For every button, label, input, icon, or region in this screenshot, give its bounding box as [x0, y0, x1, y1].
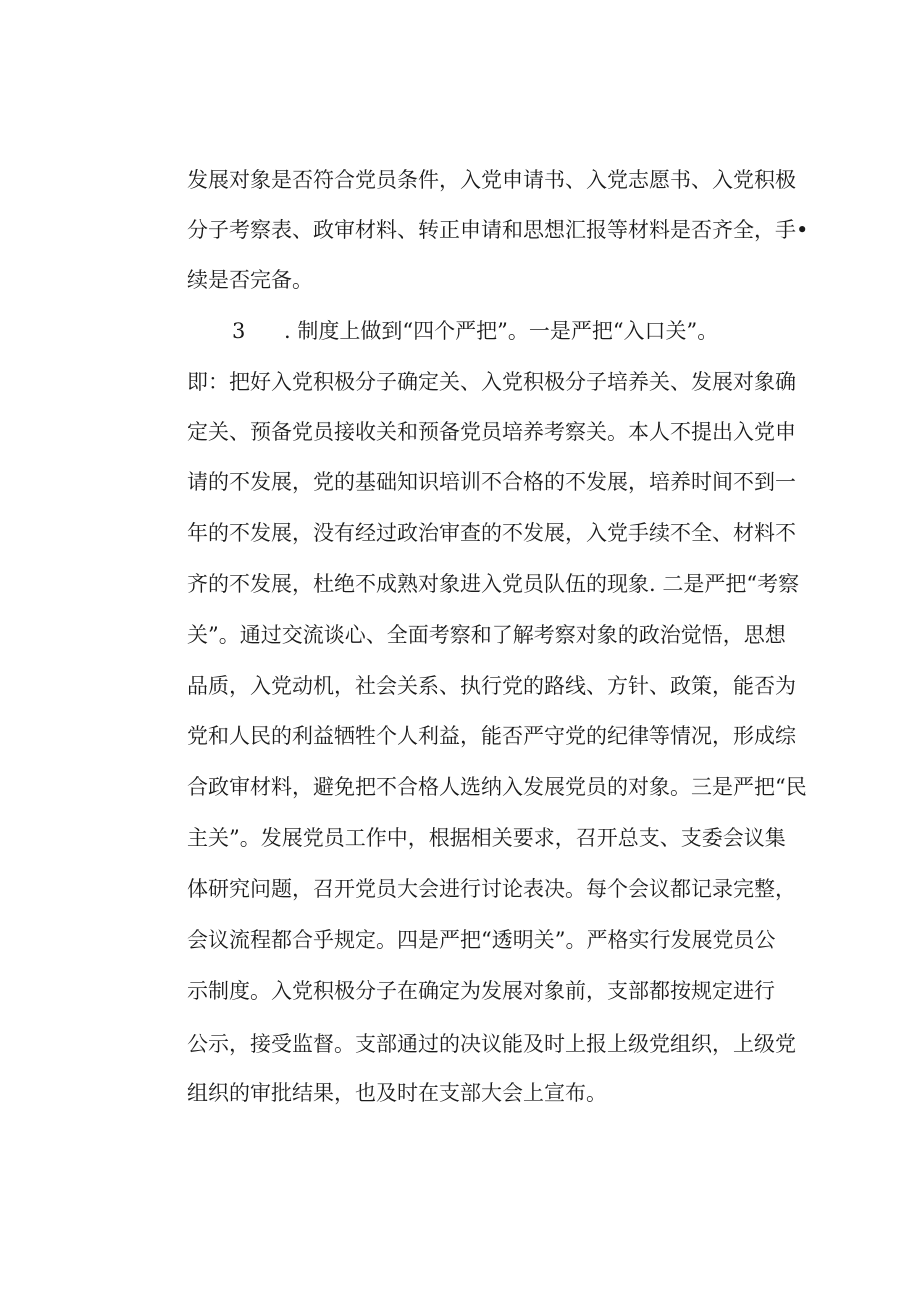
text-line: 年的不发展，没有经过政治审查的不发展，入党手续不全、材料不 — [187, 521, 796, 545]
text-line: 关”。通过交流谈心、全面考察和了解考察对象的政治觉悟，思想 — [187, 623, 786, 647]
text-line: 发展对象是否符合党员条件，入党申请书、入党志愿书、入党积极 — [187, 168, 796, 192]
text-line: 分子考察表、政审材料、转正申请和思想汇报等材料是否齐全，手• — [187, 218, 809, 242]
text-line: 组织的审批结果，也及时在支部大会上宣布。 — [187, 1081, 607, 1105]
text-line: 会议流程都合乎规定。四是严把“透明关”。严格实行发展党员公 — [187, 928, 776, 952]
text-line: 请的不发展，党的基础知识培训不合格的不发展，培养时间不到一 — [187, 470, 796, 494]
text-line: 定关、预备党员接收关和预备党员培养考察关。本人不提出入党申 — [187, 420, 796, 444]
text-line: 示制度。入党积极分子在确定为发展对象前，支部都按规定进行 — [187, 979, 775, 1003]
text-line: 品质，入党动机，社会关系、执行党的路线、方针、政策，能否为 — [187, 674, 796, 698]
text-line: 齐的不发展，杜绝不成熟对象进入党员队伍的现象. 二是严把“考察 — [187, 572, 800, 596]
text-line: 续是否完备。 — [187, 268, 313, 292]
list-item-heading: . 制度上做到“四个严把”。一是严把“入口关”。 — [284, 319, 719, 343]
text-line: 党和人民的利益牺牲个人利益，能否严守党的纪律等情况，形成综 — [187, 724, 796, 748]
text-line: 合政审材料，避免把不合格人选纳入发展党员的对象。三是严把“民 — [187, 775, 807, 799]
text-line: 主关”。发展党员工作中，根据相关要求，召开总支、支委会议集 — [187, 826, 786, 850]
text-line: 公示，接受监督。支部通过的决议能及时上报上级党组织，上级党 — [187, 1032, 796, 1056]
text-line: 体研究问题，召开党员大会进行讨论表决。每个会议都记录完整， — [187, 877, 796, 901]
list-item-number: 3 — [232, 319, 246, 343]
text-line: 即：把好入党积极分子确定关、入党积极分子培养关、发展对象确 — [187, 370, 796, 394]
